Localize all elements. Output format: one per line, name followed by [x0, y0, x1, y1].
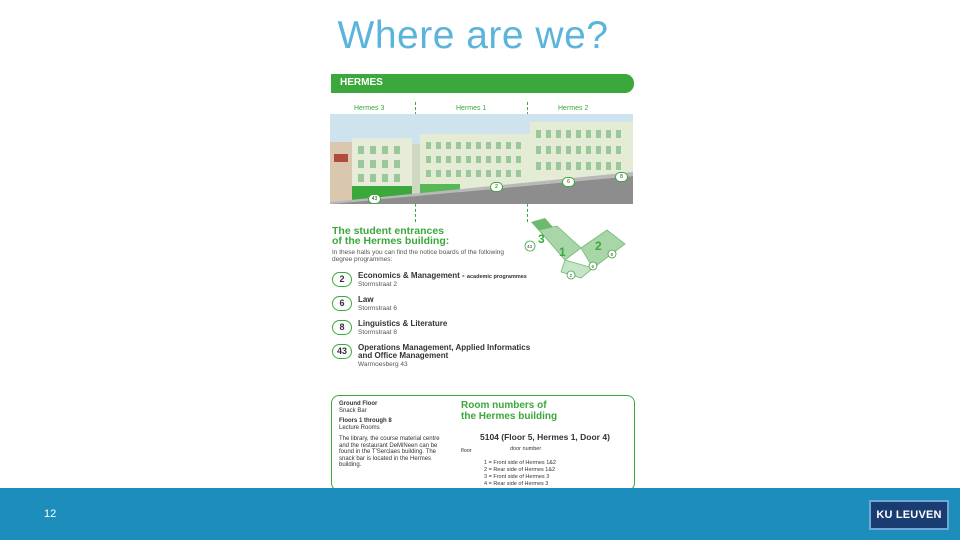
programme-name: Linguistics & Literature — [358, 319, 448, 328]
door-number-label: door number — [510, 446, 542, 452]
programme-number: 6 — [332, 296, 352, 311]
programme-name-line2: and Office Management — [358, 351, 449, 360]
wing-label-hermes-2: Hermes 2 — [558, 105, 589, 112]
room-number-example: 5104 (Floor 5, Hermes 1, Door 4) — [480, 432, 610, 442]
map-badge-8: 8 — [610, 252, 614, 257]
programme-street: Warmoesberg 43 — [358, 361, 408, 368]
page-number: 12 — [44, 508, 57, 520]
programme-number: 8 — [332, 320, 352, 335]
floor-label: floor — [461, 448, 472, 454]
building-map — [521, 216, 631, 287]
room-numbers-title — [461, 400, 557, 422]
programme-street: Stormstraat 8 — [358, 329, 398, 336]
programme-title: Economics & Management - — [358, 271, 467, 280]
facade-badge-6: 6 — [562, 177, 575, 187]
document-image — [301, 68, 658, 494]
wing-label-hermes-3: Hermes 3 — [354, 105, 385, 112]
map-badge-2: 2 — [569, 273, 573, 278]
banner-title: HERMES — [340, 77, 383, 88]
entrances-heading-line2: of the Hermes building: — [332, 235, 450, 247]
programme-name: Law — [358, 295, 374, 304]
map-badge-43: 43 — [527, 244, 533, 249]
programme-number: 43 — [332, 344, 352, 359]
programme-street: Stormstraat 2 — [358, 281, 398, 288]
floors-text: Lecture Rooms — [339, 425, 380, 431]
wing-label-hermes-1: Hermes 1 — [456, 105, 487, 112]
slide-title: Where are we? — [337, 14, 609, 57]
footer-bar — [0, 488, 960, 540]
map-badge-6: 6 — [591, 264, 595, 269]
room-legend-item: 3 = Front side of Hermes 3 — [484, 474, 550, 480]
info-box — [331, 395, 635, 491]
hermes-banner — [331, 74, 634, 93]
facade-badge-43: 43 — [368, 194, 381, 204]
room-legend-item: 1 = Front side of Hermes 1&2 — [484, 460, 556, 466]
ground-floor-title: Ground Floor — [339, 401, 378, 407]
room-numbers-title-line2: the Hermes building — [461, 411, 558, 422]
programme-name: Operations Management, Applied Informatics — [358, 343, 531, 352]
entrances-heading — [332, 226, 449, 246]
room-numbers-title-line1: Room numbers of — [461, 400, 547, 411]
room-legend-item: 2 = Rear side of Hermes 1&2 — [484, 467, 556, 473]
entrances-subtext: In these halls you can find the notice boards of the following degree programmes: — [332, 249, 504, 263]
building-facade-illustration — [330, 114, 633, 204]
entrances-heading-line1: The student entrances — [332, 225, 445, 237]
ground-floor-text: Snack Bar — [339, 408, 367, 414]
ku-leuven-logo: KU LEUVEN — [869, 500, 949, 530]
room-legend-item: 4 = Rear side of Hermes 3 — [484, 481, 549, 487]
programme-street: Stormstraat 6 — [358, 305, 398, 312]
programme-name — [358, 272, 527, 281]
floors-title: Floors 1 through 8 — [339, 418, 392, 424]
map-label-3: 3 — [538, 232, 545, 246]
programme-number: 2 — [332, 272, 352, 287]
map-label-1: 1 — [559, 245, 566, 259]
facade-badge-2: 2 — [490, 182, 503, 192]
facade-badge-8: 8 — [615, 172, 628, 182]
library-text: The library, the course material centre and the restaurant DeMiNeen can be found in the T'Serclaes building. The snack bar is located in the Hermes building. — [339, 436, 440, 468]
map-label-2: 2 — [595, 239, 602, 253]
programme-note: academic programmes — [466, 274, 527, 280]
